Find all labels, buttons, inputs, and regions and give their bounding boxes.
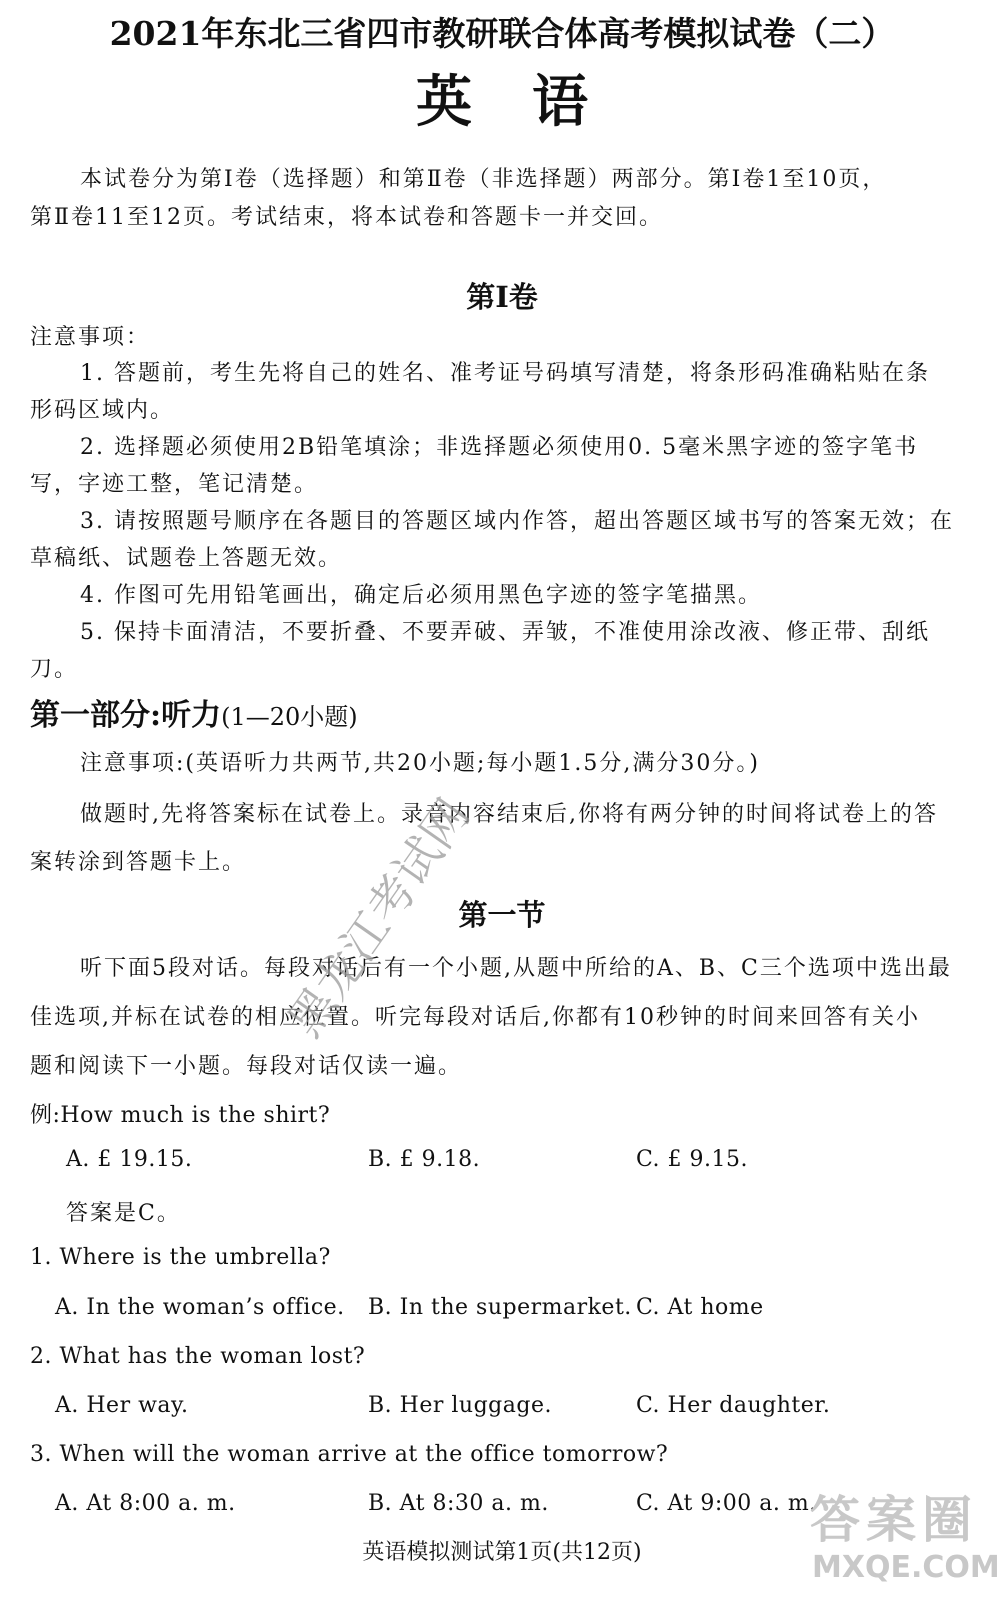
- note-line: 5. 保持卡面清洁，不要折叠、不要弄破、弄皱，不准使用涂改液、修正带、刮纸: [80, 620, 930, 645]
- part-one-title: 第一部分:听力: [30, 698, 222, 733]
- watermark: 黑龙江考试网: [277, 789, 480, 1047]
- page-footer: 英语模拟测试第1页(共12页): [362, 1540, 642, 1565]
- question-2-option-c: C. Her daughter.: [636, 1393, 831, 1418]
- note-line: 写，字迹工整，笔记清楚。: [30, 472, 319, 497]
- question-3: 3. When will the woman arrive at the office tomorrow?: [30, 1442, 669, 1467]
- exam-title: 2021年东北三省四市教研联合体高考模拟试卷（二）: [109, 14, 895, 53]
- question-2-option-b: B. Her luggage.: [368, 1393, 552, 1418]
- section-one-para: 听下面5段对话。每段对话后有一个小题,从题中所给的A、B、C三个选项中选出最: [80, 956, 952, 981]
- example-question: 例:How much is the shirt?: [30, 1103, 331, 1128]
- note-line: 形码区域内。: [30, 398, 175, 423]
- logo-url: MXQE.COM: [812, 1550, 1000, 1585]
- part-one-instruction: 案转涂到答题卡上。: [30, 850, 247, 875]
- note-line: 草稿纸、试题卷上答题无效。: [30, 546, 343, 571]
- note-line: 刀。: [30, 657, 79, 682]
- question-3-option-b: B. At 8:30 a. m.: [368, 1491, 549, 1516]
- note-line: 3. 请按照题号顺序在各题目的答题区域内作答，超出答题区域书写的答案无效；在: [80, 509, 954, 534]
- part-one-instruction: 做题时,先将答案标在试卷上。录音内容结束后,你将有两分钟的时间将试卷上的答: [80, 802, 938, 827]
- question-1-option-c: C. At home: [636, 1295, 764, 1320]
- site-logo: [800, 1480, 1000, 1595]
- example-option-a: A. £ 19.15.: [66, 1147, 193, 1172]
- section-one-para: 题和阅读下一小题。每段对话仅读一遍。: [30, 1054, 463, 1079]
- intro-line-1: 本试卷分为第Ⅰ卷（选择题）和第Ⅱ卷（非选择题）两部分。第Ⅰ卷1至10页，: [80, 167, 887, 192]
- volume-heading: 第Ⅰ卷: [466, 280, 538, 314]
- example-option-c: C. £ 9.15.: [636, 1147, 749, 1172]
- question-2-option-a: A. Her way.: [55, 1393, 189, 1418]
- question-1-option-b: B. In the supermarket.: [368, 1295, 632, 1320]
- part-one-notice: 注意事项:(英语听力共两节,共20小题;每小题1.5分,满分30分。): [80, 751, 760, 776]
- notice-label: 注意事项：: [30, 325, 151, 350]
- subject-title: 英语: [416, 69, 648, 135]
- logo-text: 答案圈: [810, 1490, 978, 1549]
- section-one-para: 佳选项,并标在试卷的相应位置。听完每段对话后,你都有10秒钟的时间来回答有关小: [30, 1005, 920, 1030]
- part-one-range: (1—20小题): [221, 703, 358, 731]
- example-answer: 答案是C。: [66, 1201, 181, 1226]
- note-line: 1. 答题前，考生先将自己的姓名、准考证号码填写清楚，将条形码准确粘贴在条: [80, 361, 930, 386]
- intro-line-2: 第Ⅱ卷11至12页。考试结束，将本试卷和答题卡一并交回。: [30, 205, 663, 230]
- question-2: 2. What has the woman lost?: [30, 1344, 366, 1369]
- part-one-heading: [30, 690, 358, 734]
- section-one-heading: 第一节: [458, 898, 546, 932]
- question-1-option-a: A. In the woman’s office.: [55, 1295, 345, 1320]
- note-line: 4. 作图可先用铅笔画出，确定后必须用黑色字迹的签字笔描黑。: [80, 583, 762, 608]
- question-1: 1. Where is the umbrella?: [30, 1245, 331, 1270]
- note-line: 2. 选择题必须使用2B铅笔填涂；非选择题必须使用0. 5毫米黑字迹的签字笔书: [80, 435, 919, 460]
- question-3-option-c: C. At 9:00 a. m.: [636, 1491, 817, 1516]
- example-option-b: B. £ 9.18.: [368, 1147, 481, 1172]
- question-3-option-a: A. At 8:00 a. m.: [55, 1491, 236, 1516]
